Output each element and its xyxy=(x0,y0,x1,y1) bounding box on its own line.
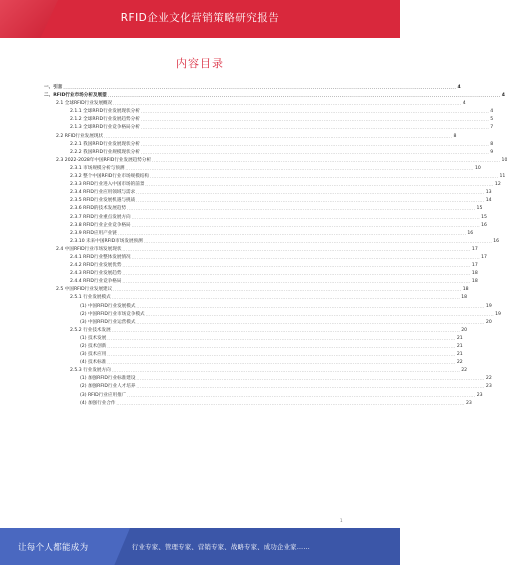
toc-entry[interactable] xyxy=(44,230,474,238)
toc-entry-page: 5 xyxy=(490,117,494,123)
toc-leader-dots: ........................................................................................................................................................................................................ xyxy=(136,320,485,325)
toc-entry-page: 23 xyxy=(476,392,483,398)
toc-leader-dots: ........................................................................................................................................................................................................ xyxy=(113,102,462,107)
toc-leader-dots: ........................................................................................................................................................................................................ xyxy=(136,377,485,382)
toc-entry-label: 2.2.2 我国RFID行业规模现状分析 xyxy=(70,149,141,157)
toc-entry-page: 16 xyxy=(467,230,474,236)
toc-leader-dots: ........................................................................................................................................................................................................ xyxy=(107,345,456,349)
toc-leader-dots: ........................................................................................................................................................................................................ xyxy=(150,175,499,180)
toc-entry[interactable] xyxy=(44,262,478,270)
toc-leader-dots: ........................................................................................................................................................................................................ xyxy=(127,207,476,212)
toc-entry-page: 17 xyxy=(471,263,478,269)
toc-entry[interactable] xyxy=(44,327,468,335)
toc-entry-page: 4 xyxy=(501,93,505,99)
toc-entry[interactable] xyxy=(44,149,494,157)
toc-entry-page: 16 xyxy=(493,238,500,244)
toc-entry-page: 14 xyxy=(485,198,492,204)
toc-entry-label: 2.1.3 全球RFID行业竞争格局分析 xyxy=(70,124,141,132)
toc-entry-label: (3) 技术应用 xyxy=(80,351,107,359)
toc-entry[interactable] xyxy=(44,141,494,149)
toc-entry-label: 2.4.3 RFID行业发展趋势 xyxy=(70,270,122,278)
toc-leader-dots: ........................................................................................................................................................................................................ xyxy=(104,134,453,139)
toc-entry-label: 2.3.4 RFID行业应用领域与需求 xyxy=(70,189,136,197)
toc-entry-label: 2.5.3 行业发展方向 xyxy=(70,367,112,375)
toc-leader-dots: ........................................................................................................................................................................................................ xyxy=(140,126,490,131)
toc-entry-page: 8 xyxy=(490,141,494,147)
toc-entry-page: 11 xyxy=(499,174,506,180)
toc-leader-dots: ........................................................................................................................................................................................................ xyxy=(131,255,481,260)
toc-entry-page: 23 xyxy=(485,384,492,390)
toc-entry[interactable] xyxy=(44,116,494,124)
toc-leader-dots: ........................................................................................................................................................................................................ xyxy=(125,166,474,171)
toc-entry[interactable] xyxy=(44,286,469,294)
toc-entry-page: 22 xyxy=(485,376,492,382)
toc-entry-page: 4 xyxy=(462,101,466,107)
toc-entry-page: 10 xyxy=(501,157,507,163)
toc-entry-page: 15 xyxy=(476,206,483,212)
toc-leader-dots: ........................................................................................................................................................................................................ xyxy=(140,150,490,155)
toc-entry-label: (4) 技术标准 xyxy=(80,359,107,367)
toc-entry-page: 21 xyxy=(456,344,463,349)
toc-entry-label: 2.1.1 全球RFID行业发展现状分析 xyxy=(70,108,141,116)
toc-leader-dots: ........................................................................................................................................................................................................ xyxy=(140,118,490,123)
toc-leader-dots: ........................................................................................................................................................................................................ xyxy=(122,247,471,252)
toc-entry-label: 2.4.2 RFID行业发展优势 xyxy=(70,262,122,270)
toc-leader-dots: ........................................................................................................................................................................................................ xyxy=(107,336,456,341)
toc-entry-page: 9 xyxy=(490,149,494,155)
toc-entry[interactable] xyxy=(44,157,507,165)
toc-entry-label: 2.3.2 整个中国RFID行业市场规模结构 xyxy=(70,173,150,181)
toc-entry-label: 2.3.6 RFID的技术发展趋势 xyxy=(70,205,127,213)
page-number: 1 xyxy=(340,518,343,523)
toc-entry-page: 4 xyxy=(457,85,461,90)
toc-entry-label: 2.4.1 RFID行业整体发展情况 xyxy=(70,254,132,262)
footer-banner xyxy=(0,528,400,565)
toc-entry-label: 2.3.5 RFID行业发展机遇与挑战 xyxy=(70,197,136,205)
toc-entry-page: 22 xyxy=(456,360,463,366)
toc-entry-page: 18 xyxy=(462,287,469,293)
toc-entry[interactable] xyxy=(44,311,501,319)
toc-entry[interactable] xyxy=(44,303,492,311)
toc-entry-label: 2.2 RFID行业发展现状 xyxy=(56,133,104,141)
toc-leader-dots: ........................................................................................................................................................................................................ xyxy=(107,361,456,366)
toc-leader-dots: ........................................................................................................................................................................................................ xyxy=(117,231,467,236)
toc-entry-label: (4) 加强行业合作 xyxy=(80,400,117,408)
toc-entry[interactable] xyxy=(44,351,463,359)
toc-entry-page: 10 xyxy=(474,165,481,171)
toc-leader-dots: ........................................................................................................................................................................................................ xyxy=(131,215,481,220)
toc-entry[interactable] xyxy=(44,278,478,286)
footer-motto: 行业专家、管理专家、营销专家、战略专家、成功企业家…… xyxy=(132,543,310,551)
toc-leader-dots: ........................................................................................................................................................................................................ xyxy=(113,288,462,293)
toc-entry-label: 2.5 中国RFID行业发展建议 xyxy=(56,286,113,294)
toc-entry-label: 2.3 2022-2028年中国RFID行业发展趋势分析 xyxy=(56,157,152,165)
toc-entry-page: 20 xyxy=(461,327,468,333)
toc-leader-dots: ........................................................................................................................................................................................................ xyxy=(122,280,471,285)
document-title: RFID企业文化营销策略研究报告 xyxy=(120,12,280,24)
toc-leader-dots: ........................................................................................................................................................................................................ xyxy=(140,142,490,147)
toc-entry[interactable] xyxy=(44,392,483,400)
toc-entry-label: (3) RFID行业应用推广 xyxy=(80,392,127,400)
toc-entry[interactable] xyxy=(44,181,501,189)
toc-entry-page: 15 xyxy=(481,214,487,220)
toc-entry-label: (1) 中国RFID行业发展模式 xyxy=(80,303,136,311)
toc-entry-page: 18 xyxy=(461,295,468,301)
footer-slogan: 让每个人都能成为 xyxy=(18,543,89,553)
toc-entry-page: 17 xyxy=(471,246,478,252)
table-of-contents xyxy=(44,84,507,408)
toc-entry[interactable] xyxy=(44,214,487,222)
toc-entry-page: 19 xyxy=(495,311,501,317)
toc-entry[interactable] xyxy=(44,335,463,343)
toc-entry[interactable] xyxy=(44,197,492,205)
toc-entry-label: 2.2.1 我国RFID行业发展现状分析 xyxy=(70,141,141,149)
toc-entry[interactable] xyxy=(44,343,463,351)
toc-entry[interactable] xyxy=(44,222,487,230)
toc-entry[interactable] xyxy=(44,189,492,197)
toc-leader-dots: ........................................................................................................................................................................................................ xyxy=(131,223,481,228)
toc-entry-label: 2.4 中国RFID行业市场发展现状 xyxy=(56,246,122,254)
toc-entry-label: 2.3.8 RFID行业企业竞争格局 xyxy=(70,222,132,230)
toc-leader-dots: ........................................................................................................................................................................................................ xyxy=(140,110,490,115)
toc-entry-page: 21 xyxy=(456,352,463,358)
toc-leader-dots: ........................................................................................................................................................................................................ xyxy=(136,304,485,309)
toc-leader-dots: ........................................................................................................................................................................................................ xyxy=(127,393,476,398)
toc-entry[interactable] xyxy=(44,400,472,408)
toc-entry-label: 2.1.2 全球RFID行业发展趋势分析 xyxy=(70,116,141,124)
toc-entry-page: 18 xyxy=(471,271,478,277)
toc-entry-label: 2.4.4 RFID行业竞争格局 xyxy=(70,278,122,286)
toc-entry[interactable] xyxy=(44,108,494,116)
toc-entry-page: 7 xyxy=(490,125,494,131)
toc-entry[interactable] xyxy=(44,165,481,173)
toc-entry[interactable] xyxy=(44,254,487,262)
toc-entry[interactable] xyxy=(44,359,463,367)
toc-entry-label: (2) 加强RFID行业人才培养 xyxy=(80,383,136,391)
header-banner xyxy=(0,0,400,38)
toc-entry-page: 12 xyxy=(494,182,501,188)
toc-entry-label: (2) 中国RFID行业市场竞争模式 xyxy=(80,311,146,319)
toc-entry[interactable] xyxy=(44,319,492,327)
toc-entry-label: 2.5.1 行业发展模式 xyxy=(70,294,112,302)
toc-leader-dots: ........................................................................................................................................................................................................ xyxy=(107,353,456,358)
toc-heading: 内容目录 xyxy=(176,57,224,70)
toc-entry-label: 2.3.7 RFID行业重点发展方向 xyxy=(70,214,132,222)
toc-leader-dots: ........................................................................................................................................................................................................ xyxy=(152,158,501,163)
toc-entry-page: 22 xyxy=(461,368,468,374)
toc-entry-page: 8 xyxy=(453,133,457,139)
toc-entry[interactable] xyxy=(44,375,492,383)
toc-leader-dots: ........................................................................................................................................................................................................ xyxy=(143,239,493,244)
toc-entry[interactable] xyxy=(44,173,506,181)
toc-entry-page: 13 xyxy=(485,190,492,196)
toc-entry[interactable] xyxy=(44,270,478,278)
toc-entry[interactable] xyxy=(44,238,500,246)
toc-leader-dots: ........................................................................................................................................................................................................ xyxy=(136,385,485,390)
toc-leader-dots: ........................................................................................................................................................................................................ xyxy=(111,328,461,333)
toc-entry-page: 17 xyxy=(481,254,487,260)
toc-entry-label: 2.3.9 RFID应用产业链 xyxy=(70,230,118,238)
toc-entry-label: (3) 中国RFID行业运营模式 xyxy=(80,319,136,327)
toc-entry[interactable] xyxy=(44,84,461,92)
toc-entry-page: 21 xyxy=(456,335,463,341)
toc-entry-label: 2.3.3 RFID行业进入中国市场的前景 xyxy=(70,181,145,189)
toc-leader-dots: ........................................................................................................................................................................................................ xyxy=(136,191,485,196)
toc-entry-label: 2.5.2 行业技术发展 xyxy=(70,327,112,335)
toc-leader-dots: ........................................................................................................................................................................................................ xyxy=(145,183,494,188)
toc-entry[interactable] xyxy=(44,133,457,141)
toc-entry-label: (2) 技术创新 xyxy=(80,343,107,351)
toc-entry[interactable] xyxy=(44,383,492,391)
toc-entry-label: (1) 技术发展 xyxy=(80,335,107,343)
toc-entry[interactable] xyxy=(44,92,505,100)
toc-entry-page: 23 xyxy=(466,400,472,406)
toc-entry[interactable] xyxy=(44,100,466,108)
toc-entry-page: 20 xyxy=(485,319,492,325)
toc-leader-dots: ........................................................................................................................................................................................................ xyxy=(136,199,485,204)
toc-entry-label: 2.3.10 未来中国RFID市场发展预测 xyxy=(70,238,144,246)
toc-leader-dots: ........................................................................................................................................................................................................ xyxy=(116,401,465,406)
toc-leader-dots: ........................................................................................................................................................................................................ xyxy=(145,312,495,317)
toc-entry[interactable] xyxy=(44,205,483,213)
toc-entry[interactable] xyxy=(44,246,478,254)
toc-entry[interactable] xyxy=(44,124,494,132)
toc-entry[interactable] xyxy=(44,294,468,302)
toc-leader-dots: ........................................................................................................................................................................................................ xyxy=(107,94,501,99)
toc-leader-dots: ........................................................................................................................................................................................................ xyxy=(111,369,461,374)
toc-leader-dots: ........................................................................................................................................................................................................ xyxy=(122,264,471,269)
toc-entry-page: 18 xyxy=(471,279,478,285)
toc-entry-page: 4 xyxy=(490,109,494,115)
toc-entry-label: (1) 加强RFID行业标准建设 xyxy=(80,375,136,383)
toc-entry-label: 二、RFID行业市场分析及展望 xyxy=(44,92,108,100)
toc-entry-page: 19 xyxy=(485,303,492,309)
toc-entry[interactable] xyxy=(44,367,468,375)
toc-entry-label: 2.3.1 市场规模分析与预测 xyxy=(70,165,126,173)
toc-leader-dots: ........................................................................................................................................................................................................ xyxy=(122,272,471,277)
toc-entry-page: 16 xyxy=(481,222,487,228)
toc-leader-dots: ........................................................................................................................................................................................................ xyxy=(111,296,461,301)
toc-entry-label: 2.1 全球RFID行业发展概况 xyxy=(56,100,113,108)
toc-entry-label: 一、引言 xyxy=(44,84,63,92)
toc-leader-dots: ........................................................................................................................................................................................................ xyxy=(63,86,457,90)
